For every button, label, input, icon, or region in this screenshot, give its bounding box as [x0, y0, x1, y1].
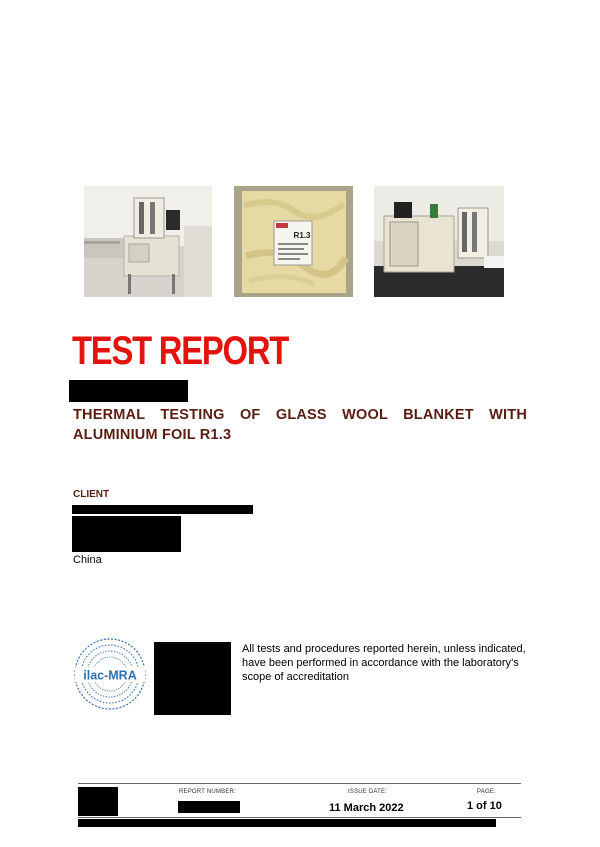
report-subtitle: THERMAL TESTING OF GLASS WOOL BLANKET WITH ALUMINIUM FOIL R1.3 [73, 407, 527, 443]
issue-date-value: 11 March 2022 [329, 802, 404, 814]
ilac-mra-logo-text: ilac-MRA [83, 668, 137, 683]
page-number-value: 1 of 10 [467, 800, 502, 812]
report-number-label: REPORT NUMBER: [179, 789, 236, 795]
lab-photo-left [84, 186, 212, 297]
client-country: China [73, 554, 102, 566]
issue-date-label: ISSUE DATE: [348, 789, 388, 795]
lab-photo-left-image [84, 186, 212, 297]
accreditation-statement: All tests and procedures reported herein, unless indicated, have been performed in accordance with the laboratory’s scope of accreditation [242, 643, 526, 683]
redacted-lab-accreditation-mark [154, 642, 231, 715]
footer-top-rule [78, 783, 521, 784]
page-label: PAGE: [477, 789, 496, 795]
lab-photo-right [374, 186, 504, 297]
redacted-report-id [69, 380, 188, 402]
redacted-footer-text [78, 819, 496, 827]
sample-rating-label: R1.3 [293, 231, 311, 240]
sample-photo-image [234, 186, 353, 297]
lab-photo-right-image [374, 186, 504, 297]
ilac-mra-logo [73, 636, 147, 714]
sample-photo [234, 186, 353, 297]
redacted-lab-logo [78, 787, 118, 816]
redacted-client-address [72, 516, 181, 552]
ilac-mra-logo-icon [73, 636, 147, 714]
report-title: TEST REPORT [72, 329, 289, 373]
redacted-client-name [72, 505, 253, 514]
footer-bottom-rule [78, 817, 521, 818]
redacted-report-number [178, 801, 240, 813]
client-label: CLIENT [73, 489, 110, 500]
